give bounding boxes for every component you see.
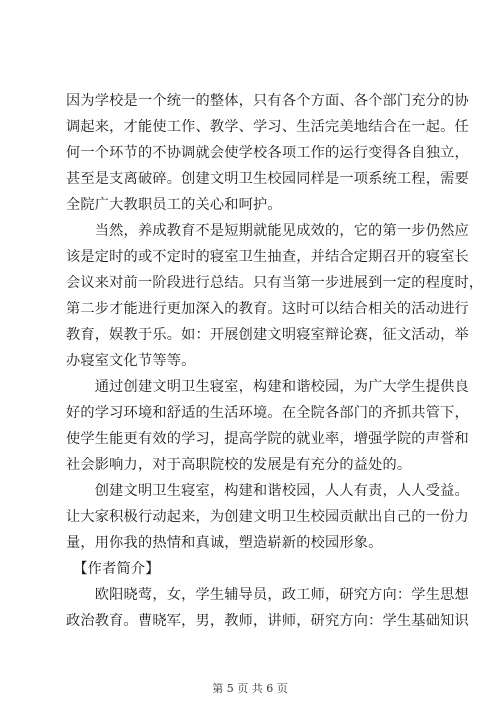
text-line: 使学生能更有效的学习，提高学院的就业率，增强学院的声誉和 <box>66 431 469 447</box>
text-line: 甚至是支离破碎。创建文明卫生校园同样是一项系统工程，需要 <box>66 171 469 187</box>
text-line: 会议来对前一阶段进行总结。只有当第一步进展到一定的程度时， <box>66 275 484 291</box>
text-line: 该是定时的或不定时的寝室卫生抽查，并结合定期召开的寝室长 <box>66 249 469 265</box>
text-line: 欧阳晓莺，女，学生辅导员，政工师，研究方向：学生思想 <box>66 587 469 603</box>
text-line: 办寝室文化节等等。 <box>66 353 196 369</box>
text-line: 创建文明卫生寝室，构建和谐校园，人人有责，人人受益。 <box>66 483 469 499</box>
text-line: 政治教育。曹晓军，男，教师，讲师，研究方向：学生基础知识 <box>66 613 469 629</box>
text-line: 因为学校是一个统一的整体，只有各个方面、各个部门充分的协 <box>66 93 469 109</box>
text-line: 第二步才能进行更加深入的教育。这时可以结合相关的活动进行 <box>66 301 469 317</box>
text-line: 教育，娱教于乐。如：开展创建文明寝室辩论赛，征文活动，举 <box>66 327 469 343</box>
text-line: 全院广大教职员工的关心和呵护。 <box>66 197 282 213</box>
text-line: 何一个环节的不协调就会使学校各项工作的运行变得各自独立， <box>66 145 469 161</box>
page-number-footer: 第 5 页 共 6 页 <box>212 682 288 695</box>
text-line: 让大家积极行动起来，为创建文明卫生校园贡献出自己的一份力 <box>66 509 469 525</box>
text-line: 通过创建文明卫生寝室，构建和谐校园，为广大学生提供良 <box>66 379 469 395</box>
text-line: 社会影响力，对于高职院校的发展是有充分的益处的。 <box>66 457 412 473</box>
section-heading: 【作者简介】 <box>66 561 160 577</box>
text-line: 好的学习环境和舒适的生活环境。在全院各部门的齐抓共管下， <box>66 405 469 421</box>
text-line: 调起来，才能使工作、教学、学习、生活完美地结合在一起。任 <box>66 119 469 135</box>
text-line: 量，用你我的热情和真诚，塑造崭新的校园形象。 <box>66 535 383 551</box>
text-line: 当然，养成教育不是短期就能见成效的，它的第一步仍然应 <box>66 223 469 239</box>
